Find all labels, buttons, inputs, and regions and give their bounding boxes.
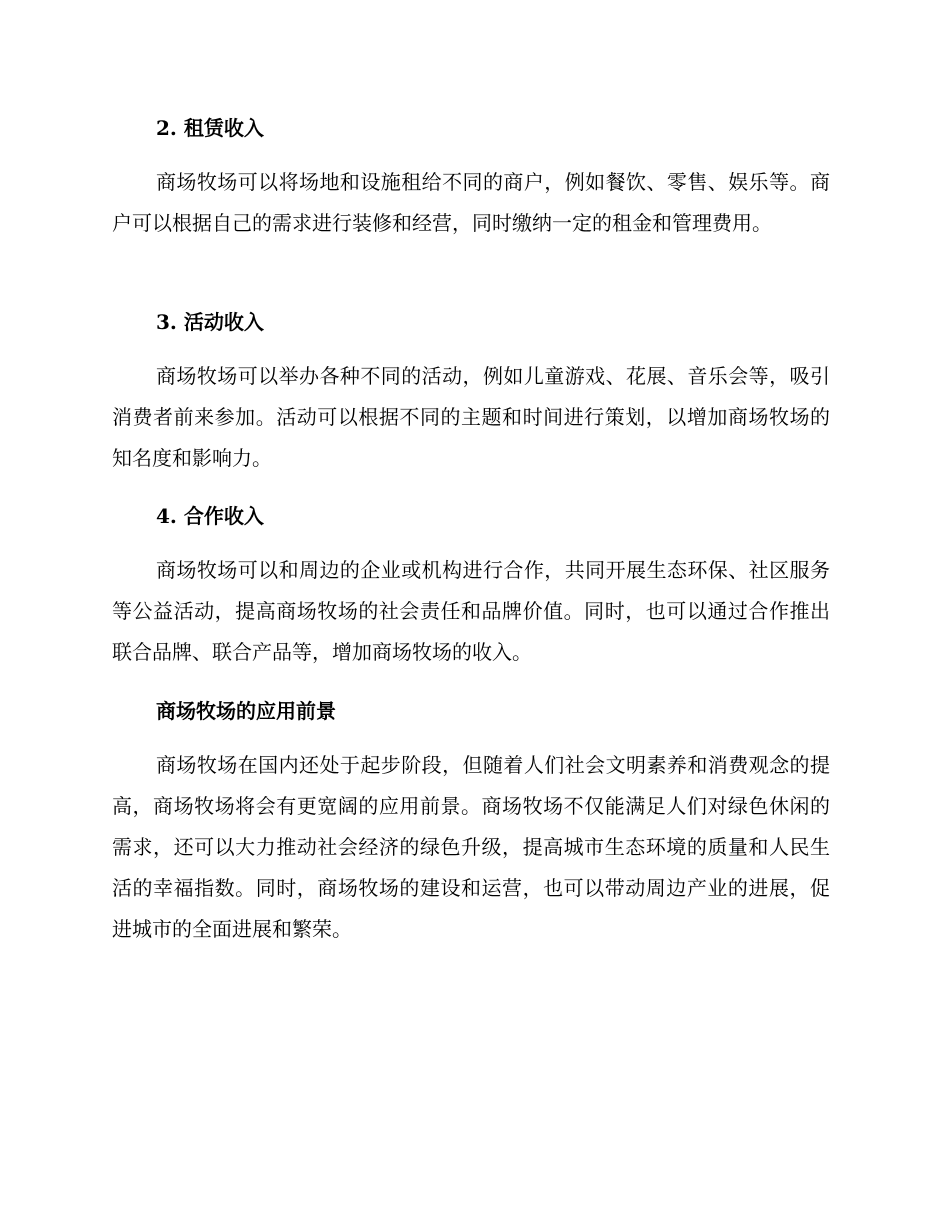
section-paragraph-event-income: 商场牧场可以举办各种不同的活动，例如儿童游戏、花展、音乐会等，吸引消费者前来参加。活动可以根据不同的主题和时间进行策划，以增加商场牧场的知名度和影响力。: [112, 364, 830, 470]
section-heading-application-prospects: 商场牧场的应用前景: [156, 699, 336, 723]
section-paragraph-cooperation-income: 商场牧场可以和周边的企业或机构进行合作，共同开展生态环保、社区服务等公益活动，提高商场牧场的社会责任和品牌价值。同时，也可以通过合作推出联合品牌、联合产品等，增加商场牧场的收入。: [112, 558, 830, 664]
section-heading-cooperation-income: 4. 合作收入: [156, 504, 264, 528]
section-paragraph-rental-income: 商场牧场可以将场地和设施租给不同的商户，例如餐饮、零售、娱乐等。商户可以根据自己的需求进行装修和经营，同时缴纳一定的租金和管理费用。: [112, 170, 830, 235]
section-paragraph-application-prospects: 商场牧场在国内还处于起步阶段，但随着人们社会文明素养和消费观念的提高，商场牧场将会有更宽阔的应用前景。商场牧场不仅能满足人们对绿色休闲的需求，还可以大力推动社会经济的绿色升级，提高城市生态环境的质量和人民生活的幸福指数。同时，商场牧场的建设和运营，也可以带动周边产业的进展，促进城市的全面进展和繁荣。: [112, 753, 830, 941]
section-heading-event-income: 3. 活动收入: [156, 310, 264, 334]
section-heading-rental-income: 2. 租赁收入: [156, 116, 264, 140]
